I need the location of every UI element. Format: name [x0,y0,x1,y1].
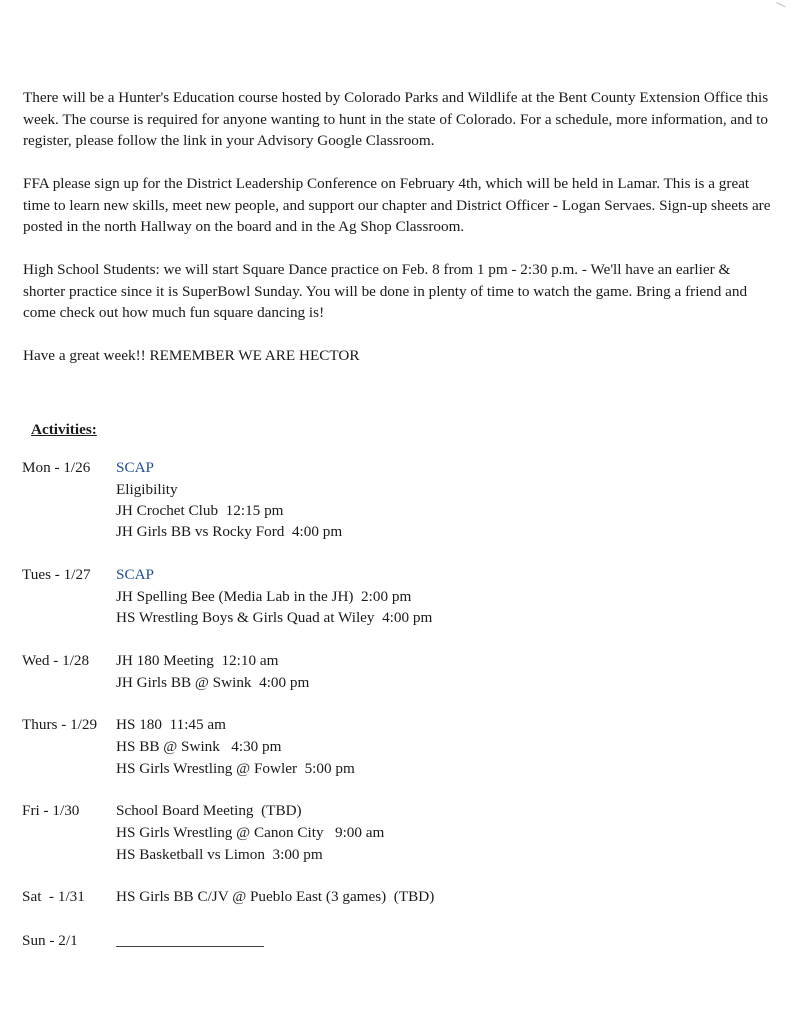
activity-item: JH Girls BB @ Swink 4:00 pm [116,674,310,691]
activity-item: JH Girls BB vs Rocky Ford 4:00 pm [116,523,343,540]
blank-activity-line [116,946,264,947]
activity-item: HS Girls Wrestling @ Canon City 9:00 am [116,824,385,841]
activity-item: HS Girls Wrestling @ Fowler 5:00 pm [116,760,355,777]
activity-item: HS Basketball vs Limon 3:00 pm [116,846,323,863]
square-dance-announcement: High School Students: we will start Square Dance practice on Feb. 8 from 1 pm - 2:30 p.m. - We'll have an earlier & shorter practice since it is SuperBowl Sunday. You will be done in plenty of time to watch the game. Bring a friend and come check out how much fun square dancing is! [23,261,748,321]
scap-link-tuesday[interactable]: SCAP [116,566,154,583]
activity-item: HS Wrestling Boys & Girls Quad at Wiley 4:00 pm [116,609,433,626]
activity-item: School Board Meeting (TBD) [116,802,302,819]
day-label-saturday: Sat - 1/31 [22,888,85,905]
activity-item: JH 180 Meeting 12:10 am [116,652,279,669]
activity-item: HS 180 11:45 am [116,716,226,733]
activity-item: HS Girls BB C/JV @ Pueblo East (3 games) (TBD) [116,888,435,905]
hunters-education-announcement: There will be a Hunter's Education course hosted by Colorado Parks and Wildlife at the Bent County Extension Office this week. The course is required for anyone wanting to hunt in the state of Colorado. For a schedule, more information, and to register, please follow the link in your Advisory Google Classroom. [23,89,769,149]
activity-item: JH Spelling Bee (Media Lab in the JH) 2:00 pm [116,588,412,605]
ffa-announcement: FFA please sign up for the District Leadership Conference on February 4th, which will be held in Lamar. This is a great time to learn new skills, meet new people, and support our chapter and District Officer - Logan Servaes. Sign-up sheets are posted in the north Hallway on the board and in the Ag Shop Classroom. [23,175,771,235]
day-label-monday: Mon - 1/26 [22,459,91,476]
day-label-sunday: Sun - 2/1 [22,932,78,949]
closing-message: Have a great week!! REMEMBER WE ARE HECTOR [23,347,360,364]
activity-item: Eligibility [116,481,178,498]
activity-item: HS BB @ Swink 4:30 pm [116,738,282,755]
day-label-thursday: Thurs - 1/29 [22,716,98,733]
day-label-tuesday: Tues - 1/27 [22,566,91,583]
activity-item: JH Crochet Club 12:15 pm [116,502,284,519]
day-label-friday: Fri - 1/30 [22,802,80,819]
activities-heading: Activities: [31,421,97,438]
scan-mark [774,2,785,11]
day-label-wednesday: Wed - 1/28 [22,652,90,669]
scap-link-monday[interactable]: SCAP [116,459,154,476]
